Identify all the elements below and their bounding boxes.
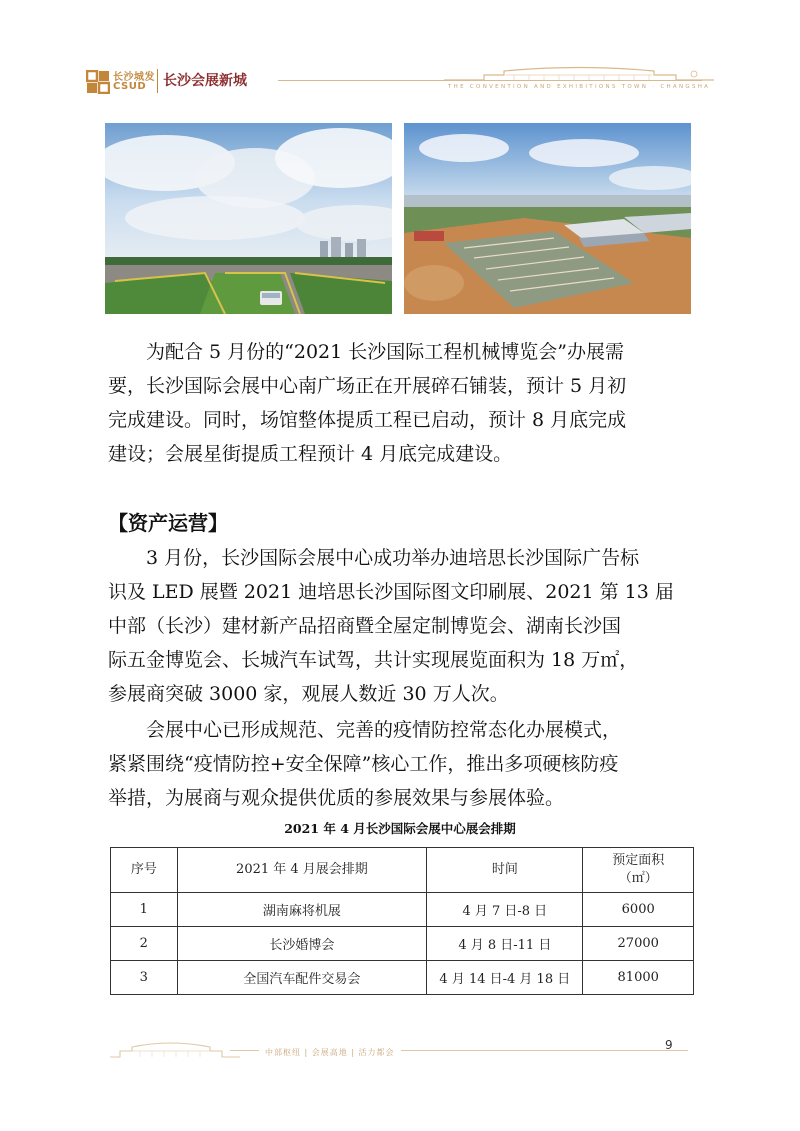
cell-area: 6000 [583,893,694,927]
paragraph-epidemic-control [108,713,698,815]
photo-south-plaza-paving [105,123,392,314]
csud-logo-icon [86,70,110,94]
cell-exhibition: 湖南麻将机展 [177,893,427,927]
header-area-label: 预定面积 [612,853,665,868]
header-tagline: THE CONVENTION AND EXHIBITIONS TOWN · CHANGSHA [448,84,711,90]
cell-time: 4 月 14 日-4 月 18 日 [427,961,583,995]
paragraph-construction-progress [108,335,698,471]
footer-skyline-ornament-icon [110,1039,240,1059]
logo-divider [157,69,158,93]
text-line: 中部（长沙）建材新产品招商暨全屋定制博览会、湖南长沙国 [108,615,622,637]
cell-index: 1 [111,893,178,927]
cell-area: 27000 [583,927,694,961]
text-line: 参展商突破 3000 家，观展人数近 30 万人次。 [108,683,509,705]
paragraph-march-exhibitions [108,541,698,711]
header-cell-index: 序号 [111,848,178,893]
text-line: 3 月份，长沙国际会展中心成功举办迪培思长沙国际广告标 [146,547,640,569]
text-line: 紧紧围绕“疫情防控+安全保障”核心工作，推出多项硬核防疫 [108,753,619,775]
cell-index: 2 [111,927,178,961]
brand-name-en: CSUD [113,81,147,92]
cell-index: 3 [111,961,178,995]
cell-area: 81000 [583,961,694,995]
text-line: 识及 LED 展暨 2021 迪培思长沙国际图文印刷展、2021 第 13 届 [108,581,674,603]
cell-exhibition: 全国汽车配件交易会 [177,961,427,995]
header-cell-exhibition: 2021 年 4 月展会排期 [177,848,427,893]
town-name: 长沙会展新城 [163,73,247,89]
header-area-unit: （㎡） [618,871,658,886]
cell-time: 4 月 8 日-11 日 [427,927,583,961]
page-number: 9 [665,1038,673,1052]
text-line: 要，长沙国际会展中心南广场正在开展碎石铺装，预计 5 月初 [108,375,627,397]
table-row [111,961,694,995]
cell-time: 4 月 7 日-8 日 [427,893,583,927]
text-line: 会展中心已形成规范、完善的疫情防控常态化办展模式， [146,719,622,741]
text-line: 完成建设。同时，场馆整体提质工程已启动，预计 8 月底完成 [108,409,627,431]
photo-exhibition-center-aerial [404,123,691,314]
section-heading-asset-operation: 【资产运营】 [108,511,228,535]
page-header [0,0,800,110]
skyline-ornament-icon [444,66,714,82]
cell-exhibition: 长沙婚博会 [177,927,427,961]
table-row [111,893,694,927]
text-line: 建设；会展星街提质工程预计 4 月底完成建设。 [108,443,513,465]
text-line: 际五金博览会、长城汽车试驾，共计实现展览面积为 18 万㎡， [108,649,639,671]
exhibition-schedule-table [110,847,694,995]
footer-slogan: 中部枢纽 | 会展高地 | 活力都会 [259,1047,401,1058]
table-row [111,927,694,961]
header-cell-area [583,848,694,893]
text-line: 为配合 5 月份的“2021 长沙国际工程机械博览会”办展需 [146,341,624,363]
header-cell-time: 时间 [427,848,583,893]
text-line: 举措，为展商与观众提供优质的参展效果与参展体验。 [108,787,565,809]
brand-name-cn: 长沙城发 [113,72,155,83]
table-caption: 2021 年 4 月长沙国际会展中心展会排期 [284,821,516,836]
table-header-row [111,848,694,893]
